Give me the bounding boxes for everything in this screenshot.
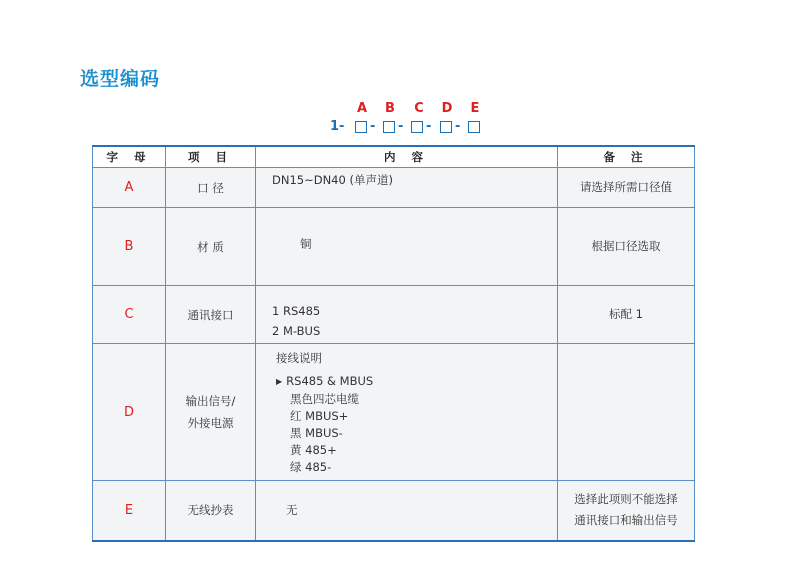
row-letter: D bbox=[93, 344, 166, 481]
row-content bbox=[256, 168, 558, 208]
note-line: 通讯接口和输出信号 bbox=[574, 513, 678, 528]
row-letter: C bbox=[93, 286, 166, 344]
wiring-bullet-label: RS485 & MBUS bbox=[286, 374, 374, 388]
code-separator: - bbox=[370, 119, 376, 134]
content-line: 2 M-BUS bbox=[272, 324, 321, 338]
wiring-line: 红 MBUS+ bbox=[290, 409, 349, 423]
code-separator: - bbox=[455, 119, 461, 134]
code-letter-c: C bbox=[414, 101, 424, 116]
table-row bbox=[93, 208, 695, 286]
content-line: 无 bbox=[286, 502, 298, 517]
table-row bbox=[93, 168, 695, 208]
note-line: 选择此项则不能选择 bbox=[574, 492, 678, 507]
code-prefix: 1- bbox=[330, 119, 345, 134]
page-title: 选型编码 bbox=[80, 68, 161, 90]
code-letter-d: D bbox=[441, 101, 453, 116]
header-item: 项 目 bbox=[166, 146, 256, 168]
content-line: 1 RS485 bbox=[272, 304, 321, 318]
row-note bbox=[558, 344, 695, 481]
code-box-a bbox=[355, 121, 367, 133]
row-content bbox=[256, 344, 558, 481]
table-header-row bbox=[93, 146, 695, 168]
item-line: 外接电源 bbox=[187, 416, 234, 430]
row-letter: A bbox=[93, 168, 166, 208]
wiring-line: 黑色四芯电缆 bbox=[290, 392, 359, 406]
row-item: 无线抄表 bbox=[166, 481, 256, 541]
code-letter-b: B bbox=[385, 101, 395, 116]
row-content bbox=[256, 286, 558, 344]
wiring-line: 黄 485+ bbox=[290, 443, 337, 457]
note-line: 根据口径选取 bbox=[591, 239, 661, 253]
note-line: 标配 1 bbox=[609, 307, 643, 321]
row-item bbox=[166, 344, 256, 481]
row-note bbox=[558, 208, 695, 286]
code-box-b bbox=[383, 121, 395, 133]
code-box-c bbox=[411, 121, 423, 133]
selection-code-table bbox=[92, 145, 695, 542]
table-row bbox=[93, 481, 695, 541]
row-note bbox=[558, 168, 695, 208]
code-separator: - bbox=[398, 119, 404, 134]
row-content bbox=[256, 481, 558, 541]
row-note bbox=[558, 286, 695, 344]
table-row bbox=[93, 344, 695, 481]
note-line: 请选择所需口径值 bbox=[580, 180, 672, 194]
table-row bbox=[93, 286, 695, 344]
code-letter-a: A bbox=[356, 101, 368, 116]
header-content: 内 容 bbox=[256, 146, 558, 168]
code-box-d bbox=[440, 121, 452, 133]
code-box-e bbox=[468, 121, 480, 133]
header-note: 备 注 bbox=[558, 146, 695, 168]
content-line: DN15~DN40 (单声道) bbox=[272, 173, 393, 187]
code-separator: - bbox=[426, 119, 432, 134]
wiring-bullet bbox=[276, 373, 557, 391]
code-letter-e: E bbox=[470, 101, 480, 116]
header-letter: 字 母 bbox=[93, 146, 166, 168]
wiring-line: 绿 485- bbox=[290, 460, 332, 474]
row-content bbox=[256, 208, 558, 286]
triangle-right-icon: ▶ bbox=[276, 377, 283, 386]
row-item: 口 径 bbox=[166, 168, 256, 208]
row-item: 通讯接口 bbox=[166, 286, 256, 344]
content-line: 铜 bbox=[300, 237, 312, 251]
wiring-title: 接线说明 bbox=[276, 351, 322, 365]
row-letter: E bbox=[93, 481, 166, 541]
row-letter: B bbox=[93, 208, 166, 286]
item-line: 输出信号/ bbox=[185, 394, 236, 408]
row-note bbox=[558, 481, 695, 541]
row-item: 材 质 bbox=[166, 208, 256, 286]
wiring-line: 黑 MBUS- bbox=[290, 426, 343, 440]
